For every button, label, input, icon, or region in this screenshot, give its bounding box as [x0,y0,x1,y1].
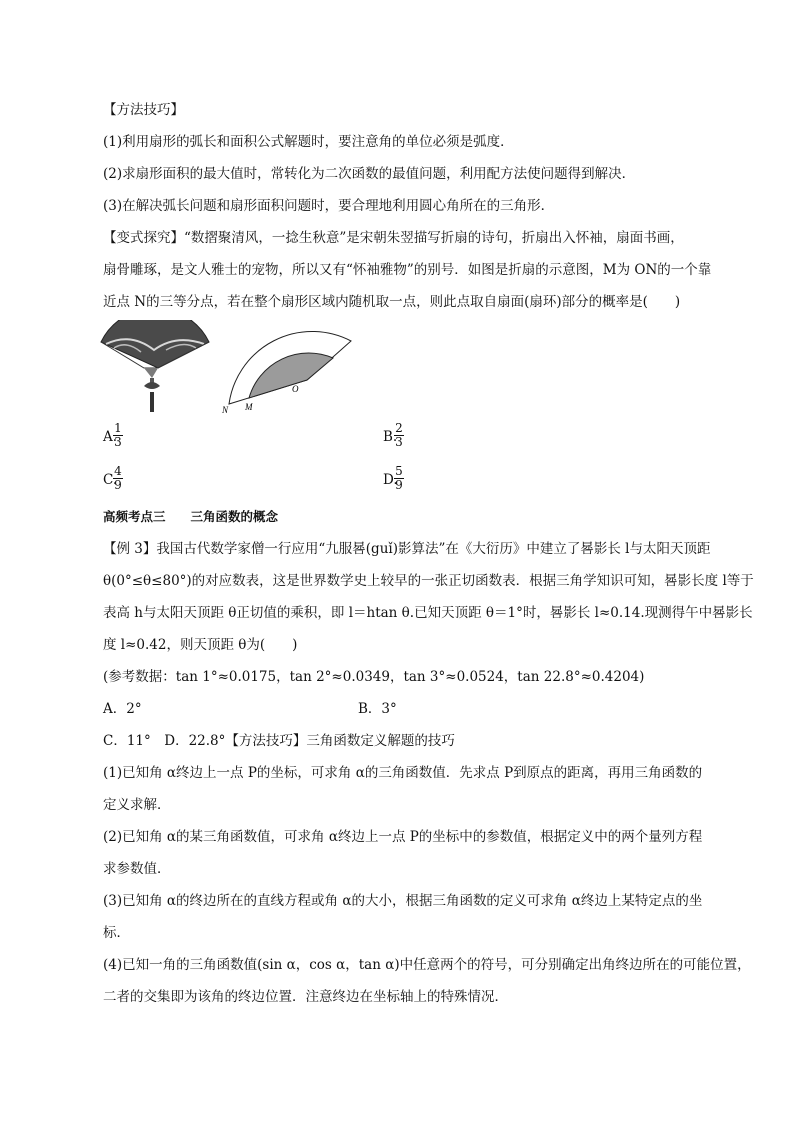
def-tip-1b: 定义求解． [103,797,171,813]
def-tip-4a: (4)已知一角的三角函数值(sin α，cos α，tan α)中任意两个的符号，可分别确定出角终边所在的可能位置， [103,957,751,973]
example-line-2: θ(0°≤θ≤80°)的对应数表，这是世界数学史上较早的一张正切函数表．根据三角学知识可知，晷影长度 l等于 [103,573,754,589]
option-d-num: 5 [395,464,403,478]
def-tip-1a: (1)已知角 α终边上一点 P的坐标，可求角 α的三角函数值．先求点 P到原点的距离，再用三角函数的 [103,765,703,781]
def-tip-2b: 求参数值． [103,861,171,877]
option-d-letter: D. [383,472,398,488]
example-line-1: 【例 3】我国古代数学家僧一行应用“九服晷(guǐ)影算法”在《大衍历》中建立了晷影长 l与太阳天顶距 [103,541,711,557]
variant-line-2: 扇骨雕琢，是文人雅士的宠物，所以又有“怀袖雅物”的别号．如图是折扇的示意图，M为 ON的一个靠 [103,262,712,278]
option-c-den: 9 [114,478,122,492]
fan-diagram [215,320,355,415]
option-d-den: 9 [395,478,403,492]
answer-option-b: B．3° [358,701,397,717]
tip-1: (1)利用扇形的弧长和面积公式解题时，要注意角的单位必须是弧度． [103,134,514,150]
method-heading: 【方法技巧】 [103,102,184,118]
def-tip-2a: (2)已知角 α的某三角函数值，可求角 α终边上一点 P的坐标中的参数值，根据定义中的两个量列方程 [103,829,703,845]
option-b-letter: B. [383,429,398,445]
variant-line-1: 【变式探究】“数摺聚清风，一捻生秋意”是宋朝朱翌描写折扇的诗句，折扇出入怀袖，扇面书画， [103,230,684,246]
label-m: M [245,402,253,412]
label-o: O [292,384,299,394]
section-title: 高频考点三 三角函数的概念 [103,509,279,524]
reference-data: (参考数据：tan 1°≈0.0175，tan 2°≈0.0349，tan 3°≈0.0524，tan 22.8°≈0.4204) [103,669,645,685]
option-a-fraction [112,422,124,449]
option-b-num: 2 [395,421,403,435]
answer-option-a: A．2° [103,701,142,717]
def-tip-3b: 标． [103,925,130,941]
variant-line-3: 近点 N的三等分点，若在整个扇形区域内随机取一点，则此点取自扇面(扇环)部分的概率是( ) [103,294,681,310]
option-c-num: 4 [114,464,122,478]
option-a-num: 1 [114,421,122,435]
tip-2: (2)求扇形面积的最大值时，常转化为二次函数的最值问题，利用配方法使问题得到解决． [103,166,636,182]
answer-options-cd-tips-heading: C．11° D．22.8°【方法技巧】三角函数定义解题的技巧 [103,733,455,749]
option-a-letter: A. [103,429,118,445]
example-line-4: 度 l≈0.42，则天顶距 θ为( ) [103,637,298,653]
option-d-fraction [393,465,405,492]
folding-fan-illustration [96,320,214,415]
tip-3: (3)在解决弧长问题和扇形面积问题时，要合理地利用圆心角所在的三角形． [103,198,555,214]
option-a-den: 3 [114,435,122,449]
option-c-fraction [112,465,124,492]
label-n: N [222,405,229,415]
def-tip-3a: (3)已知角 α的终边所在的直线方程或角 α的大小，根据三角函数的定义可求角 α终边上某特定点的坐 [103,893,703,909]
option-c-letter: C. [103,472,118,488]
option-b-fraction [393,422,405,449]
option-b-den: 3 [395,435,403,449]
def-tip-4b: 二者的交集即为该角的终边位置．注意终边在坐标轴上的特殊情况． [103,989,508,1005]
example-line-3: 表高 h与太阳天顶距 θ正切值的乘积，即 l＝htan θ.已知天顶距 θ＝1°时，晷影长 l≈0.14.现测得午中晷影长 [103,605,753,621]
